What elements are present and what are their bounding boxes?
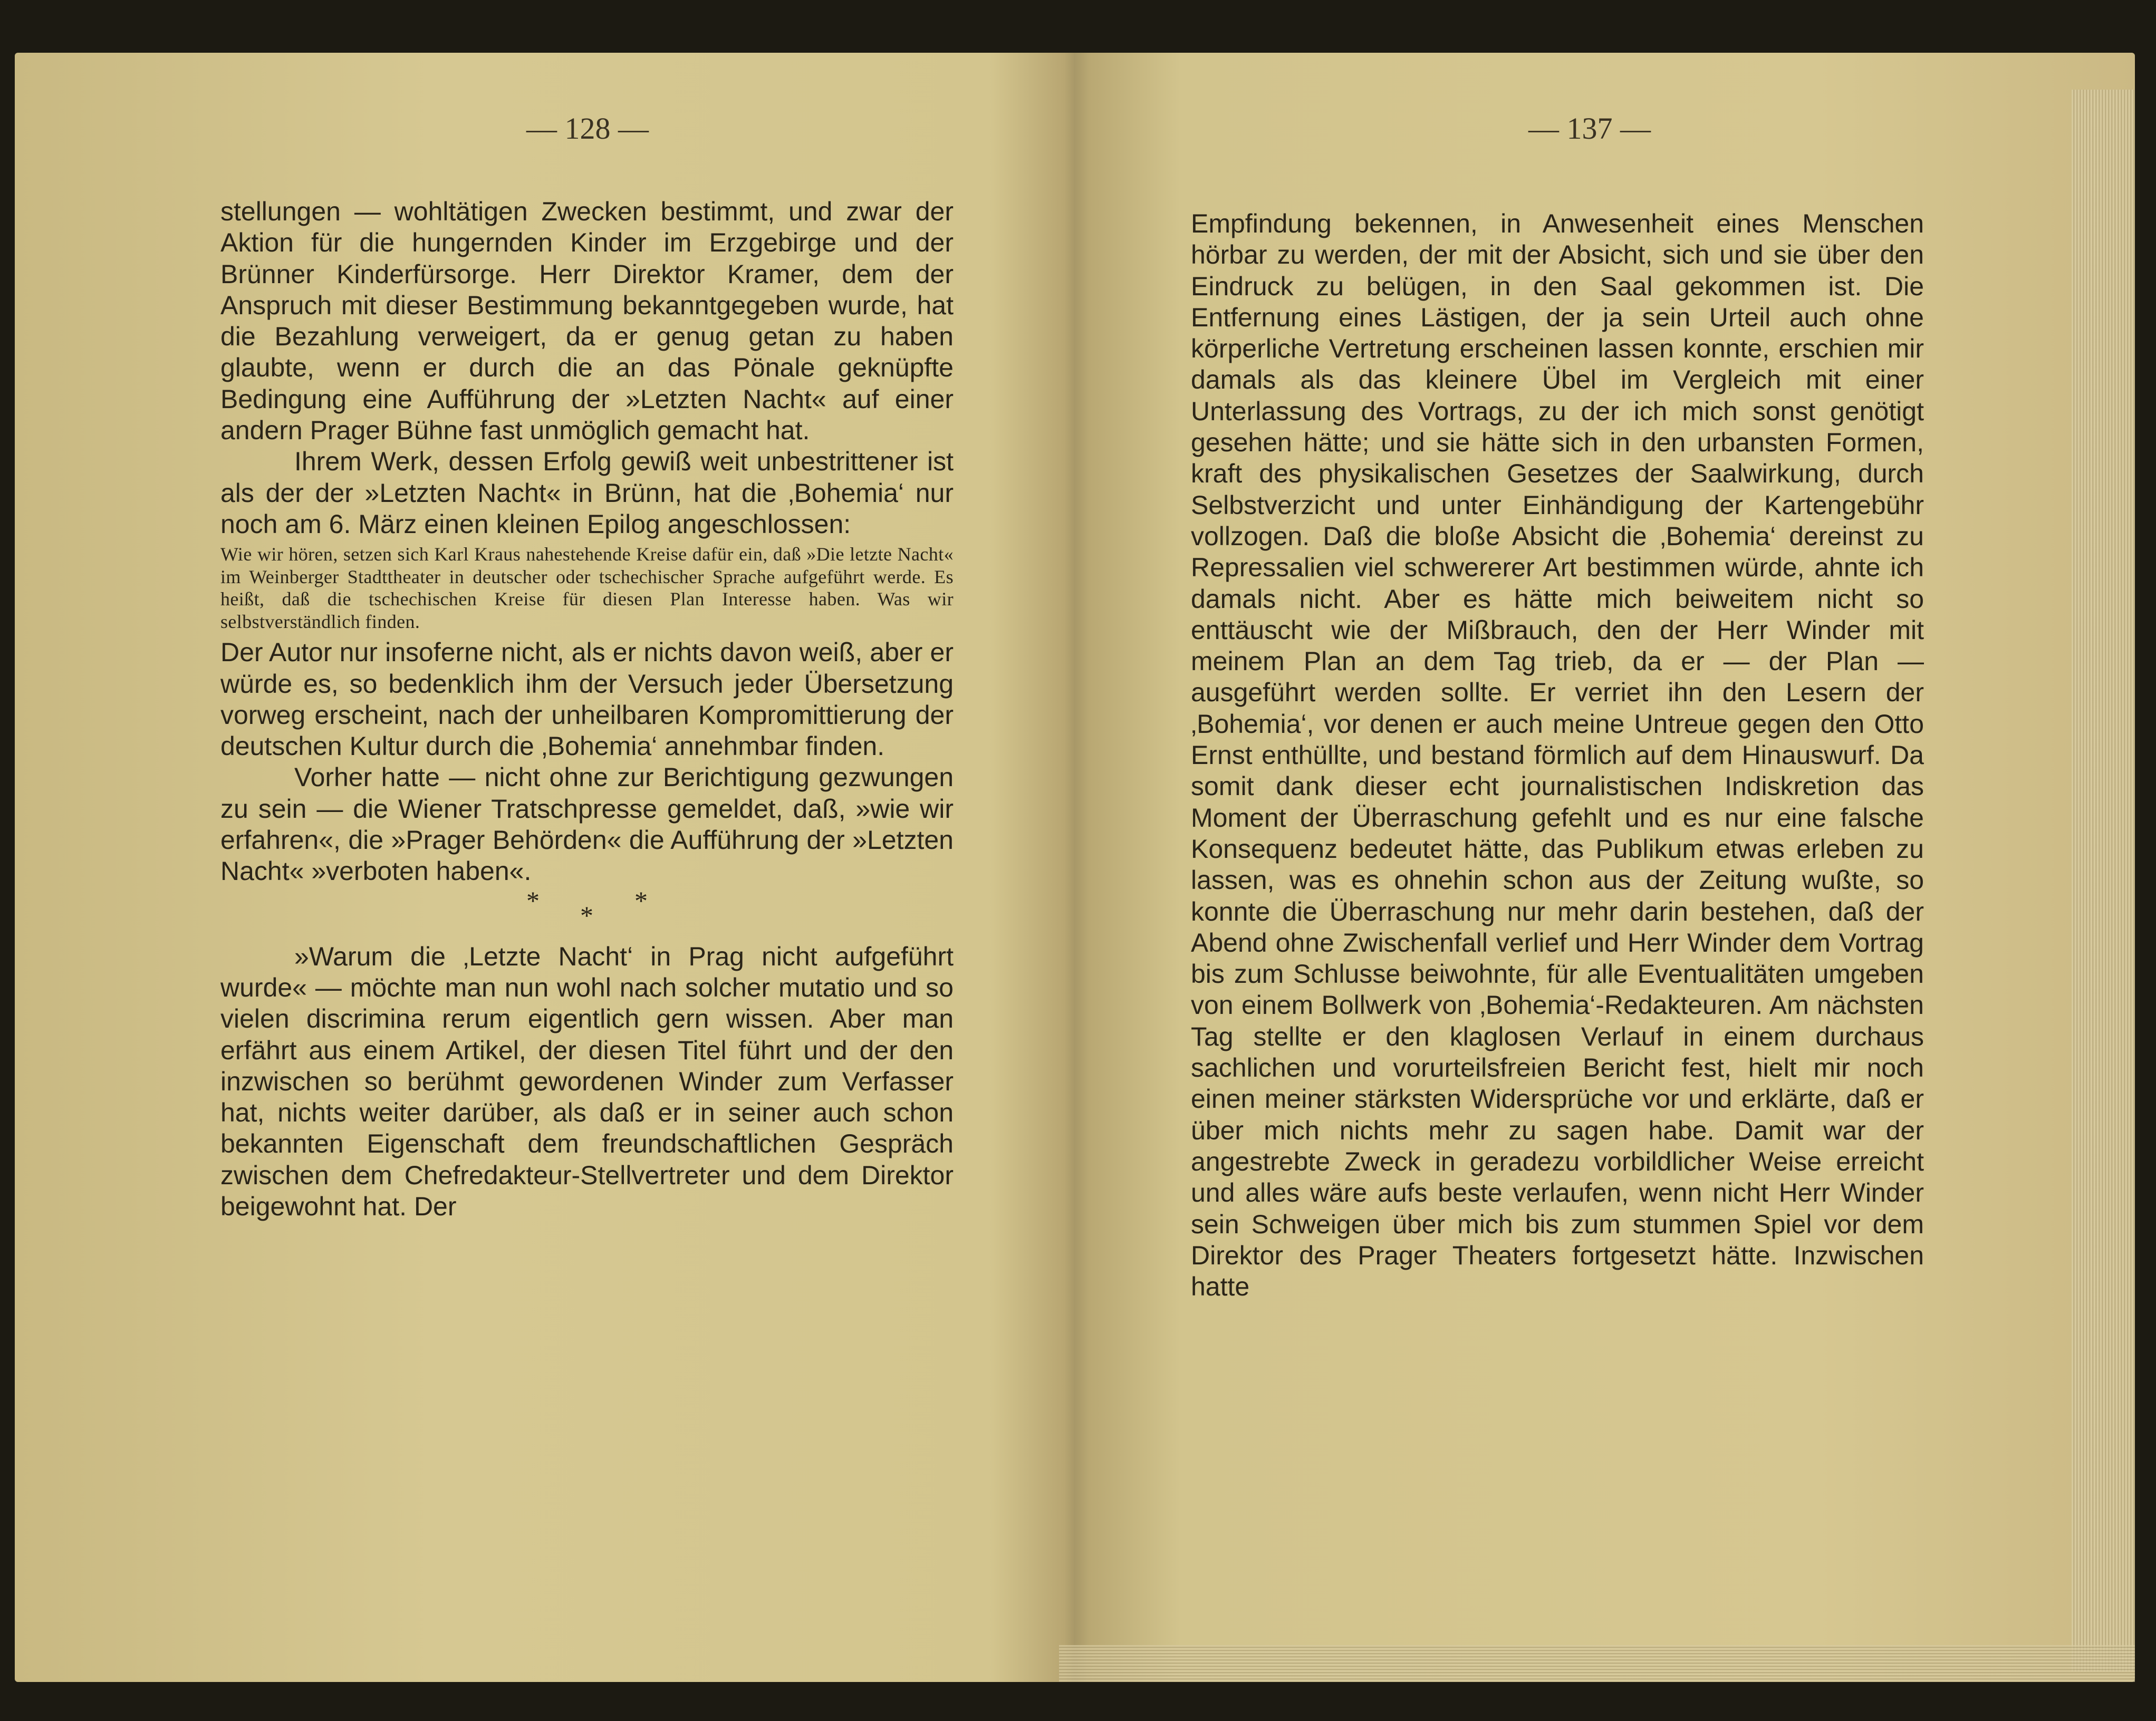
open-book: [15, 53, 2135, 1682]
quoted-excerpt: Wie wir hören, setzen sich Karl Kraus nahestehende Kreise dafür ein, daß »Die letzte Nacht« im Weinberger Stadttheater in deutscher oder tschechischer Sprache aufgeführt werde. Es heißt, daß die tschechischen Kreise für diesen Plan Interesse haben. Was wir selbstverständlich finden.: [220, 544, 954, 632]
asterisk: *: [634, 885, 648, 915]
paragraph: Empfindung bekennen, in Anwesenheit eines Menschen hörbar zu werden, der mit der Absicht, sich und sie über den Eindruck zu belügen, in den Saal gekommen ist. Die Entfernung eines Lästigen, der ja sein Urteil auch ohne körperliche Vertretung erscheinen lassen konnte, erschien mir damals als das kleinere Übel im Vergleich mit einer Unterlassung des Vortrags, zu der ich mich sonst genötigt gesehen hätte; und sie hätte sich in den urbansten Formen, kraft des physikalischen Gesetzes der Saalwirkung, durch Selbstverzicht und unter Einhändigung der Kartengebühr vollzogen. Daß die bloße Absicht die ‚Bohemia‘ dereinst zu Repressalien viel schwererer Art bestimmen würde, ahnte ich damals nicht. Aber es hätte mich beiweitem nicht so enttäuscht wie der Mißbrauch, den der Herr Winder mit meinem Plan an dem Tag trieb, da er — der Plan — ausgeführt werden sollte. Er verriet ihn den Lesern der ‚Bohemia‘, vor denen er auch meine Untreue gegen den Otto Ernst enthüllte, und bestand förmlich auf dem Hinauswurf. Da somit dank dieser echt journalistischen Indiskretion das Moment der Überraschung gefehlt und es nur eine falsche Konsequenz bedeutet hätte, das Publikum etwas erleben zu lassen, was es ohnehin schon aus der Zeitung wußte, so konnte die Überraschung nur mehr darin bestehen, daß der Abend ohne Zwischenfall verlief und Herr Winder dem Vortrag bis zum Schlusse beiwohnte, für alle Eventualitäten umgeben von einem Bollwerk von ‚Bohemia‘-Redakteuren. Am nächsten Tag stellte er den klaglosen Verlauf in einem durchaus sachlichen und vorurteilsfreien Bericht fest, hielt mir noch einen meiner stärksten Widersprüche vor und erklärte, daß er über mich nichts mehr zu sagen habe. Damit war der angestrebte Zweck in geradezu vorbildlicher Weise erreicht und alles wäre aufs beste verlaufen, wenn nicht Herr Winder sein Schweigen über mich bis zum stummen Spiel vor dem Direktor des Prager Theaters fortgesetzt hätte. Inzwischen hatte: [1191, 209, 1924, 1302]
paragraph: Vorher hatte — nicht ohne zur Berichtigung gezwungen zu sein — die Wiener Tratschpresse gemeldet, daß, »wie wir erfahren«, die »Prager Behörden« die Aufführung der »Letzten Nacht« »verboten haben«.: [220, 762, 954, 886]
paragraph: Der Autor nur insoferne nicht, als er nichts davon weiß, aber er würde es, so bedenklich ihm der Versuch jeder Übersetzung vorweg erscheint, nach der unheilbaren Kompromittierung der deutschen Kultur durch die ‚Bohemia‘ annehmbar finden.: [220, 637, 954, 761]
page-bottom-edge: [1059, 1645, 2135, 1682]
left-page-number: — 128 —: [526, 111, 649, 146]
paragraph: stellungen — wohltätigen Zwecken bestimmt, und zwar der Aktion für die hungernden Kinder im Erzgebirge und der Brünner Kinderfürsorge. Herr Direktor Kramer, dem der Anspruch mit dieser Bestimmung bekanntgegeben wurde, hat die Bezahlung verweigert, da er genug getan zu haben glaubte, wenn er durch die an das Pönale geknüpfte Bedingung eine Aufführung der »Letzten Nacht« auf einer andern Prager Bühne fast unmöglich gemacht hat.: [220, 197, 954, 446]
asterisk: *: [580, 900, 593, 930]
right-page-text: [1191, 208, 1924, 1302]
paragraph: Ihrem Werk, dessen Erfolg gewiß weit unbestrittener ist als der der »Letzten Nacht« in Brünn, hat die ‚Bohemia‘ nur noch am 6. März einen kleinen Epilog angeschlossen:: [220, 447, 954, 539]
page-fore-edge: [2072, 90, 2135, 1671]
left-page-text: [220, 196, 954, 1222]
paragraph: »Warum die ‚Letzte Nacht‘ in Prag nicht aufgeführt wurde« — möchte man nun wohl nach solcher mutatio und so vielen discrimina rerum eigentlich gern wissen. Aber man erfährt aus einem Artikel, der diesen Titel führt und der den inzwischen so berühmt gewordenen Winder zum Verfasser hat, nichts weiter darüber, als daß er in seiner auch schon bekannten Eigenschaft dem freundschaftlichen Gespräch zwischen dem Chefredakteur-Stellvertreter und dem Direktor beigewohnt hat. Der: [220, 941, 954, 1222]
section-separator: [220, 887, 954, 930]
asterisk: *: [526, 885, 540, 915]
right-page-number: — 137 —: [1528, 111, 1651, 146]
